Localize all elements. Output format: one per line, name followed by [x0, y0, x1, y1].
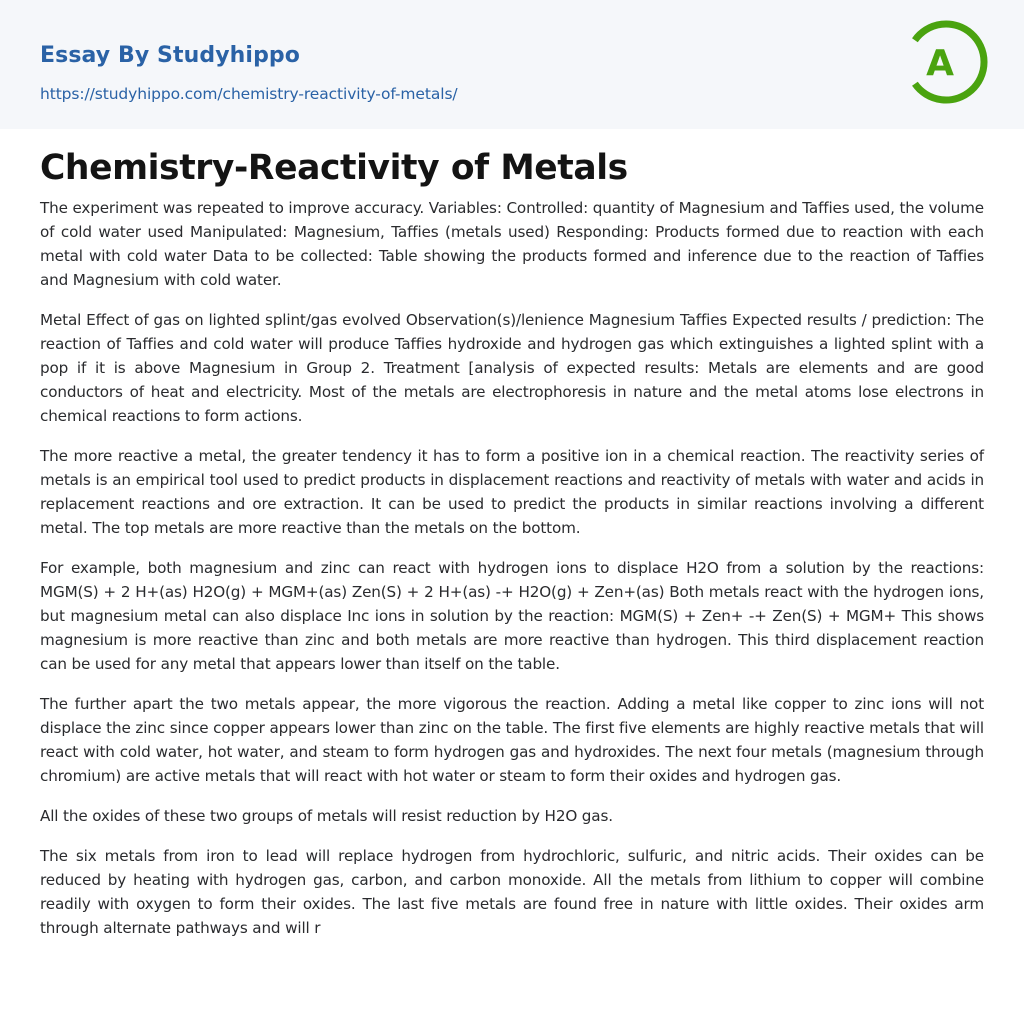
source-url-link[interactable]: https://studyhippo.com/chemistry-reactivity-of-metals/ [40, 85, 458, 103]
brand-title: Essay By Studyhippo [40, 43, 300, 68]
article-paragraph: The further apart the two metals appear, the more vigorous the reaction. Adding a metal like copper to zinc ions will not displace the zinc since copper appears lower than zinc on the table. The first five elements are highly reactive metals that will react with cold water, hot water, and steam to form hydrogen gas and hydroxides. The next four metals (magnesium through chromium) are active metals that will react with hot water or steam to form their oxides and hydrogen gas. [40, 695, 984, 785]
page-title: Chemistry-Reactivity of Metals [40, 148, 628, 188]
logo-letter: A [926, 43, 954, 84]
article-paragraph: All the oxides of these two groups of metals will resist reduction by H2O gas. [40, 807, 613, 825]
studyhippo-logo-icon[interactable] [904, 19, 988, 105]
article-paragraph: The more reactive a metal, the greater tendency it has to form a positive ion in a chemical reaction. The reactivity series of metals is an empirical tool used to predict products in displacement reactions and reactivity of metals with water and acids in replacement reactions and ore extraction. It can be used to predict the products in similar reactions involving a different metal. The top metals are more reactive than the metals on the bottom. [40, 447, 984, 537]
article-paragraph: Metal Effect of gas on lighted splint/gas evolved Observation(s)/lenience Magnesium Taffies Expected results / prediction: The reaction of Taffies and cold water will produce Taffies hydroxide and hydrogen gas which extinguishes a lighted splint with a pop if it is above Magnesium in Group 2. Treatment [analysis of expected results: Metals are elements and are good conductors of heat and electricity. Most of the metals are electrophoresis in nature and the metal atoms lose electrons in chemical reactions to form actions. [40, 311, 984, 425]
article-paragraph: The experiment was repeated to improve accuracy. Variables: Controlled: quantity of Magnesium and Taffies used, the volume of cold water used Manipulated: Magnesium, Taffies (metals used) Responding: Products formed due to reaction with each metal with cold water Data to be collected: Table showing the products formed and inference due to the reaction of Taffies and Magnesium with cold water. [40, 199, 984, 289]
site-header [0, 0, 1024, 129]
article-paragraph: The six metals from iron to lead will replace hydrogen from hydrochloric, sulfuric, and nitric acids. Their oxides can be reduced by heating with hydrogen gas, carbon, and carbon monoxide. All the metals from lithium to copper will combine readily with oxygen to form their oxides. The last five metals are found free in nature with little oxides. Their oxides arm through alternate pathways and will r [40, 847, 984, 937]
article-paragraph: For example, both magnesium and zinc can react with hydrogen ions to displace H2O from a solution by the reactions: MGM(S) + 2 H+(as) H2O(g) + MGM+(as) Zen(S) + 2 H+(as) -+ H2O(g) + Zen+(as) Both metals react with the hydrogen ions, but magnesium metal can also displace Inc ions in solution by the reaction: MGM(S) + Zen+ -+ Zen(S) + MGM+ This shows magnesium is more reactive than zinc and both metals are more reactive than hydrogen. This third displacement reaction can be used for any metal that appears lower than itself on the table. [40, 559, 984, 673]
article [40, 143, 984, 956]
